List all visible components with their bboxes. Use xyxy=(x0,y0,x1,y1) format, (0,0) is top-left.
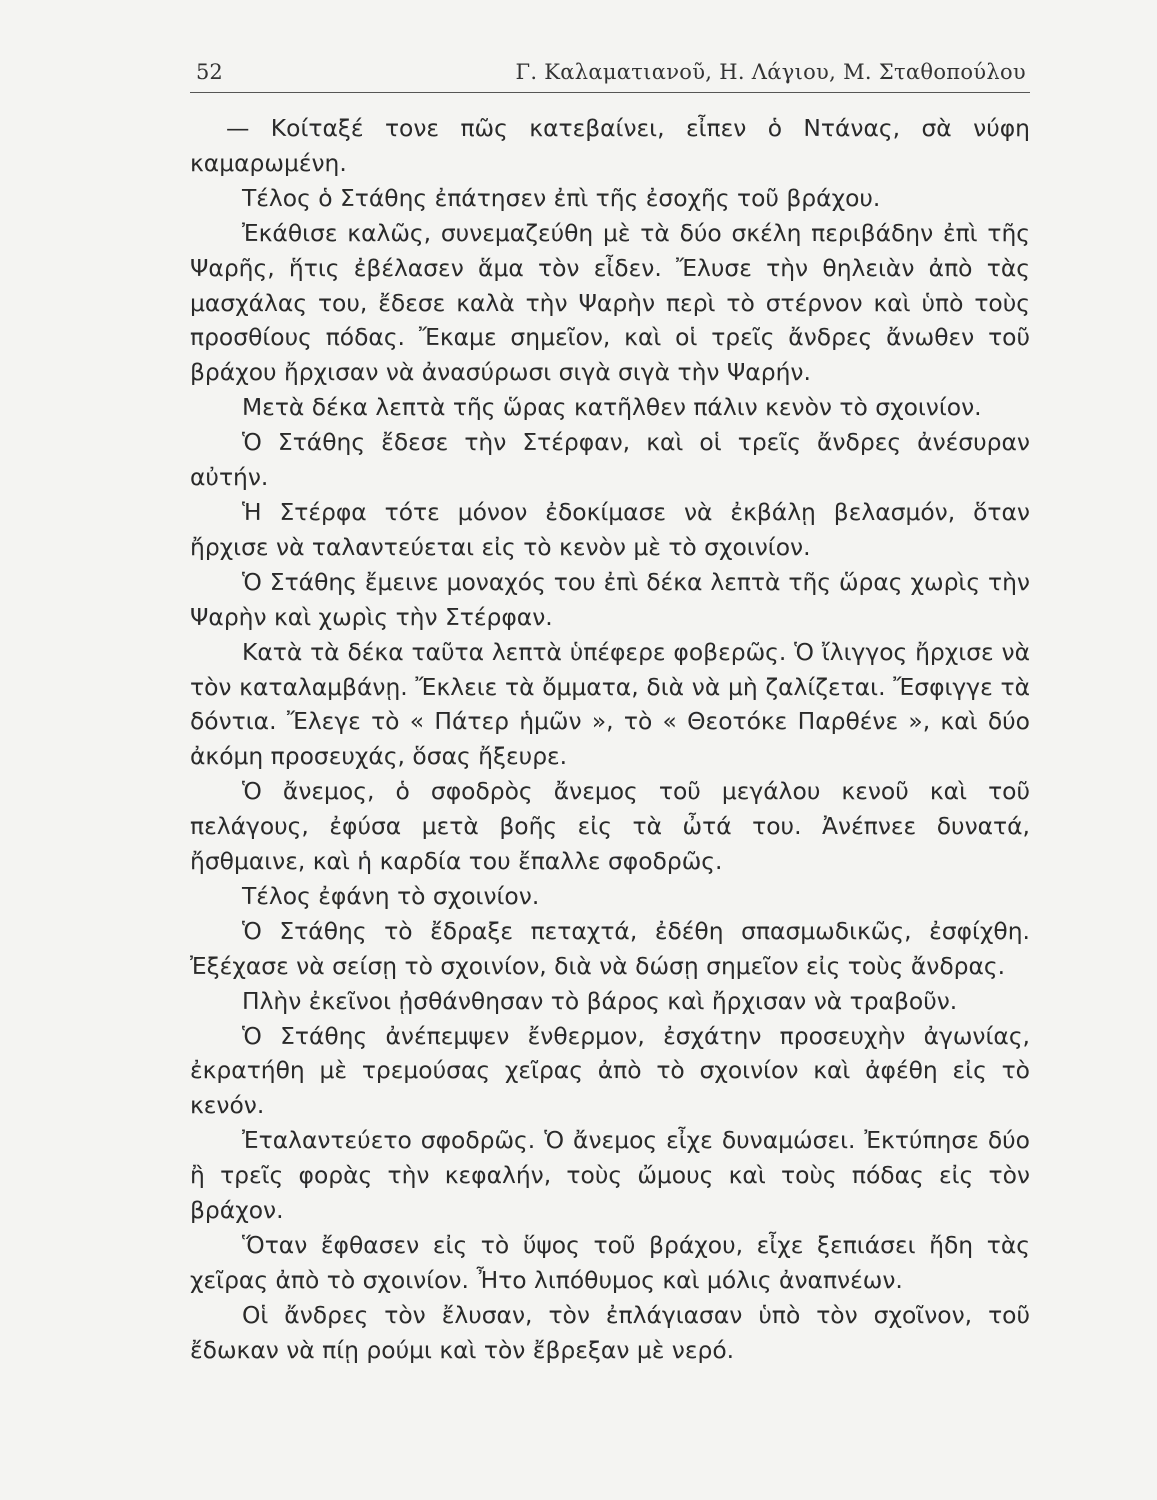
paragraph: Ἐταλαντεύετο σφοδρῶς. Ὁ ἄνεμος εἶχε δυναμώσει. Ἐκτύπησε δύο ἢ τρεῖς φορὰς τὴν κεφαλήν, τοὺς ὤμους καὶ τοὺς πόδας εἰς τὸν βράχον. xyxy=(190,1126,1030,1225)
body-text xyxy=(190,111,1030,1368)
paragraph: — Κοίταξέ τονε πῶς κατεβαίνει, εἶπεν ὁ Ντάνας, σὰ νύφη καμαρωμένη. xyxy=(190,114,1030,177)
book-page xyxy=(190,60,1030,1368)
running-head: Γ. Καλαματιανοῦ, Η. Λάγιου, Μ. Σταθοπούλου xyxy=(515,60,1026,84)
paragraph: Ὁ Στάθης ἔδεσε τὴν Στέρφαν, καὶ οἱ τρεῖς ἄνδρες ἀνέσυραν αὐτήν. xyxy=(190,428,1030,492)
paragraph: Ὁ Στάθης ἔμεινε μοναχός του ἐπὶ δέκα λεπτὰ τῆς ὥρας χωρὶς τὴν Ψαρὴν καὶ χωρὶς τὴν Στέρφαν. xyxy=(190,567,1030,631)
paragraph: Πλὴν ἐκεῖνοι ᾐσθάνθησαν τὸ βάρος καὶ ἤρχισαν νὰ τραβοῦν. xyxy=(242,986,958,1015)
paragraph: Οἱ ἄνδρες τὸν ἔλυσαν, τὸν ἐπλάγιασαν ὑπὸ τὸν σχοῖνον, τοῦ ἔδωκαν νὰ πίῃ ρούμι καὶ τὸν ἔβρεξαν μὲ νερό. xyxy=(190,1300,1030,1364)
paragraph: Μετὰ δέκα λεπτὰ τῆς ὥρας κατῆλθεν πάλιν κενὸν τὸ σχοινίον. xyxy=(242,393,982,422)
paragraph: Ὁ Στάθης ἀνέπεμψεν ἔνθερμον, ἐσχάτην προσευχὴν ἀγωνίας, ἐκρατήθη μὲ τρεμούσας χεῖρας ἀπὸ τὸ σχοινίον καὶ ἀφέθη εἰς τὸ κενόν. xyxy=(190,1021,1030,1120)
paragraph: Ὅταν ἔφθασεν εἰς τὸ ὕψος τοῦ βράχου, εἶχε ξεπιάσει ἤδη τὰς χεῖρας ἀπὸ τὸ σχοινίον. Ἦτο λιπόθυμος καὶ μόλις ἀναπνέων. xyxy=(190,1231,1030,1294)
paragraph: Ἡ Στέρφα τότε μόνον ἐδοκίμασε νὰ ἐκβάλῃ βελασμόν, ὅταν ἤρχισε νὰ ταλαντεύεται εἰς τὸ κενὸν μὲ τὸ σχοινίον. xyxy=(190,497,1030,561)
paragraph: Κατὰ τὰ δέκα ταῦτα λεπτὰ ὑπέφερε φοβερῶς. Ὁ ἴλιγγος ἤρχισε νὰ τὸν καταλαμβάνῃ. Ἔκλειε τὰ ὄμματα, διὰ νὰ μὴ ζαλίζεται. Ἔσφιγγε τὰ δόντια. Ἔλεγε τὸ « Πάτερ ἡμῶν », τὸ « Θεοτόκε Παρθένε », καὶ δύο ἀκόμη προσευχάς, ὅσας ἤξευρε. xyxy=(190,637,1030,771)
paragraph: Τέλος ἐφάνη τὸ σχοινίον. xyxy=(242,881,540,910)
paragraph: Ὁ ἄνεμος, ὁ σφοδρὸς ἄνεμος τοῦ μεγάλου κενοῦ καὶ τοῦ πελάγους, ἐφύσα μετὰ βοῆς εἰς τὰ ὦτά του. Ἀνέπνεε δυνατά, ἤσθμαινε, καὶ ἡ καρδία του ἔπαλλε σφοδρῶς. xyxy=(190,777,1030,876)
page-number: 52 xyxy=(196,60,223,84)
paragraph: Ὁ Στάθης τὸ ἔδραξε πεταχτά, ἐδέθη σπασμωδικῶς, ἐσφίχθη. Ἐξέχασε νὰ σείσῃ τὸ σχοινίον, διὰ νὰ δώσῃ σημεῖον εἰς τοὺς ἄνδρας. xyxy=(190,916,1030,980)
paragraph: Ἐκάθισε καλῶς, συνεμαζεύθη μὲ τὰ δύο σκέλη περιβάδην ἐπὶ τῆς Ψαρῆς, ἥτις ἐβέλασεν ἅμα τὸν εἶδεν. Ἔλυσε τὴν θηλειὰν ἀπὸ τὰς μασχάλας του, ἔδεσε καλὰ τὴν Ψαρὴν περὶ τὸ στέρνον καὶ ὑπὸ τοὺς προσθίους πόδας. Ἔκαμε σημεῖον, καὶ οἱ τρεῖς ἄνδρες ἄνωθεν τοῦ βράχου ἤρχισαν νὰ ἀνασύρωσι σιγὰ σιγὰ τὴν Ψαρήν. xyxy=(190,218,1030,387)
paragraph: Τέλος ὁ Στάθης ἐπάτησεν ἐπὶ τῆς ἐσοχῆς τοῦ βράχου. xyxy=(242,183,881,212)
page-header xyxy=(190,60,1030,93)
